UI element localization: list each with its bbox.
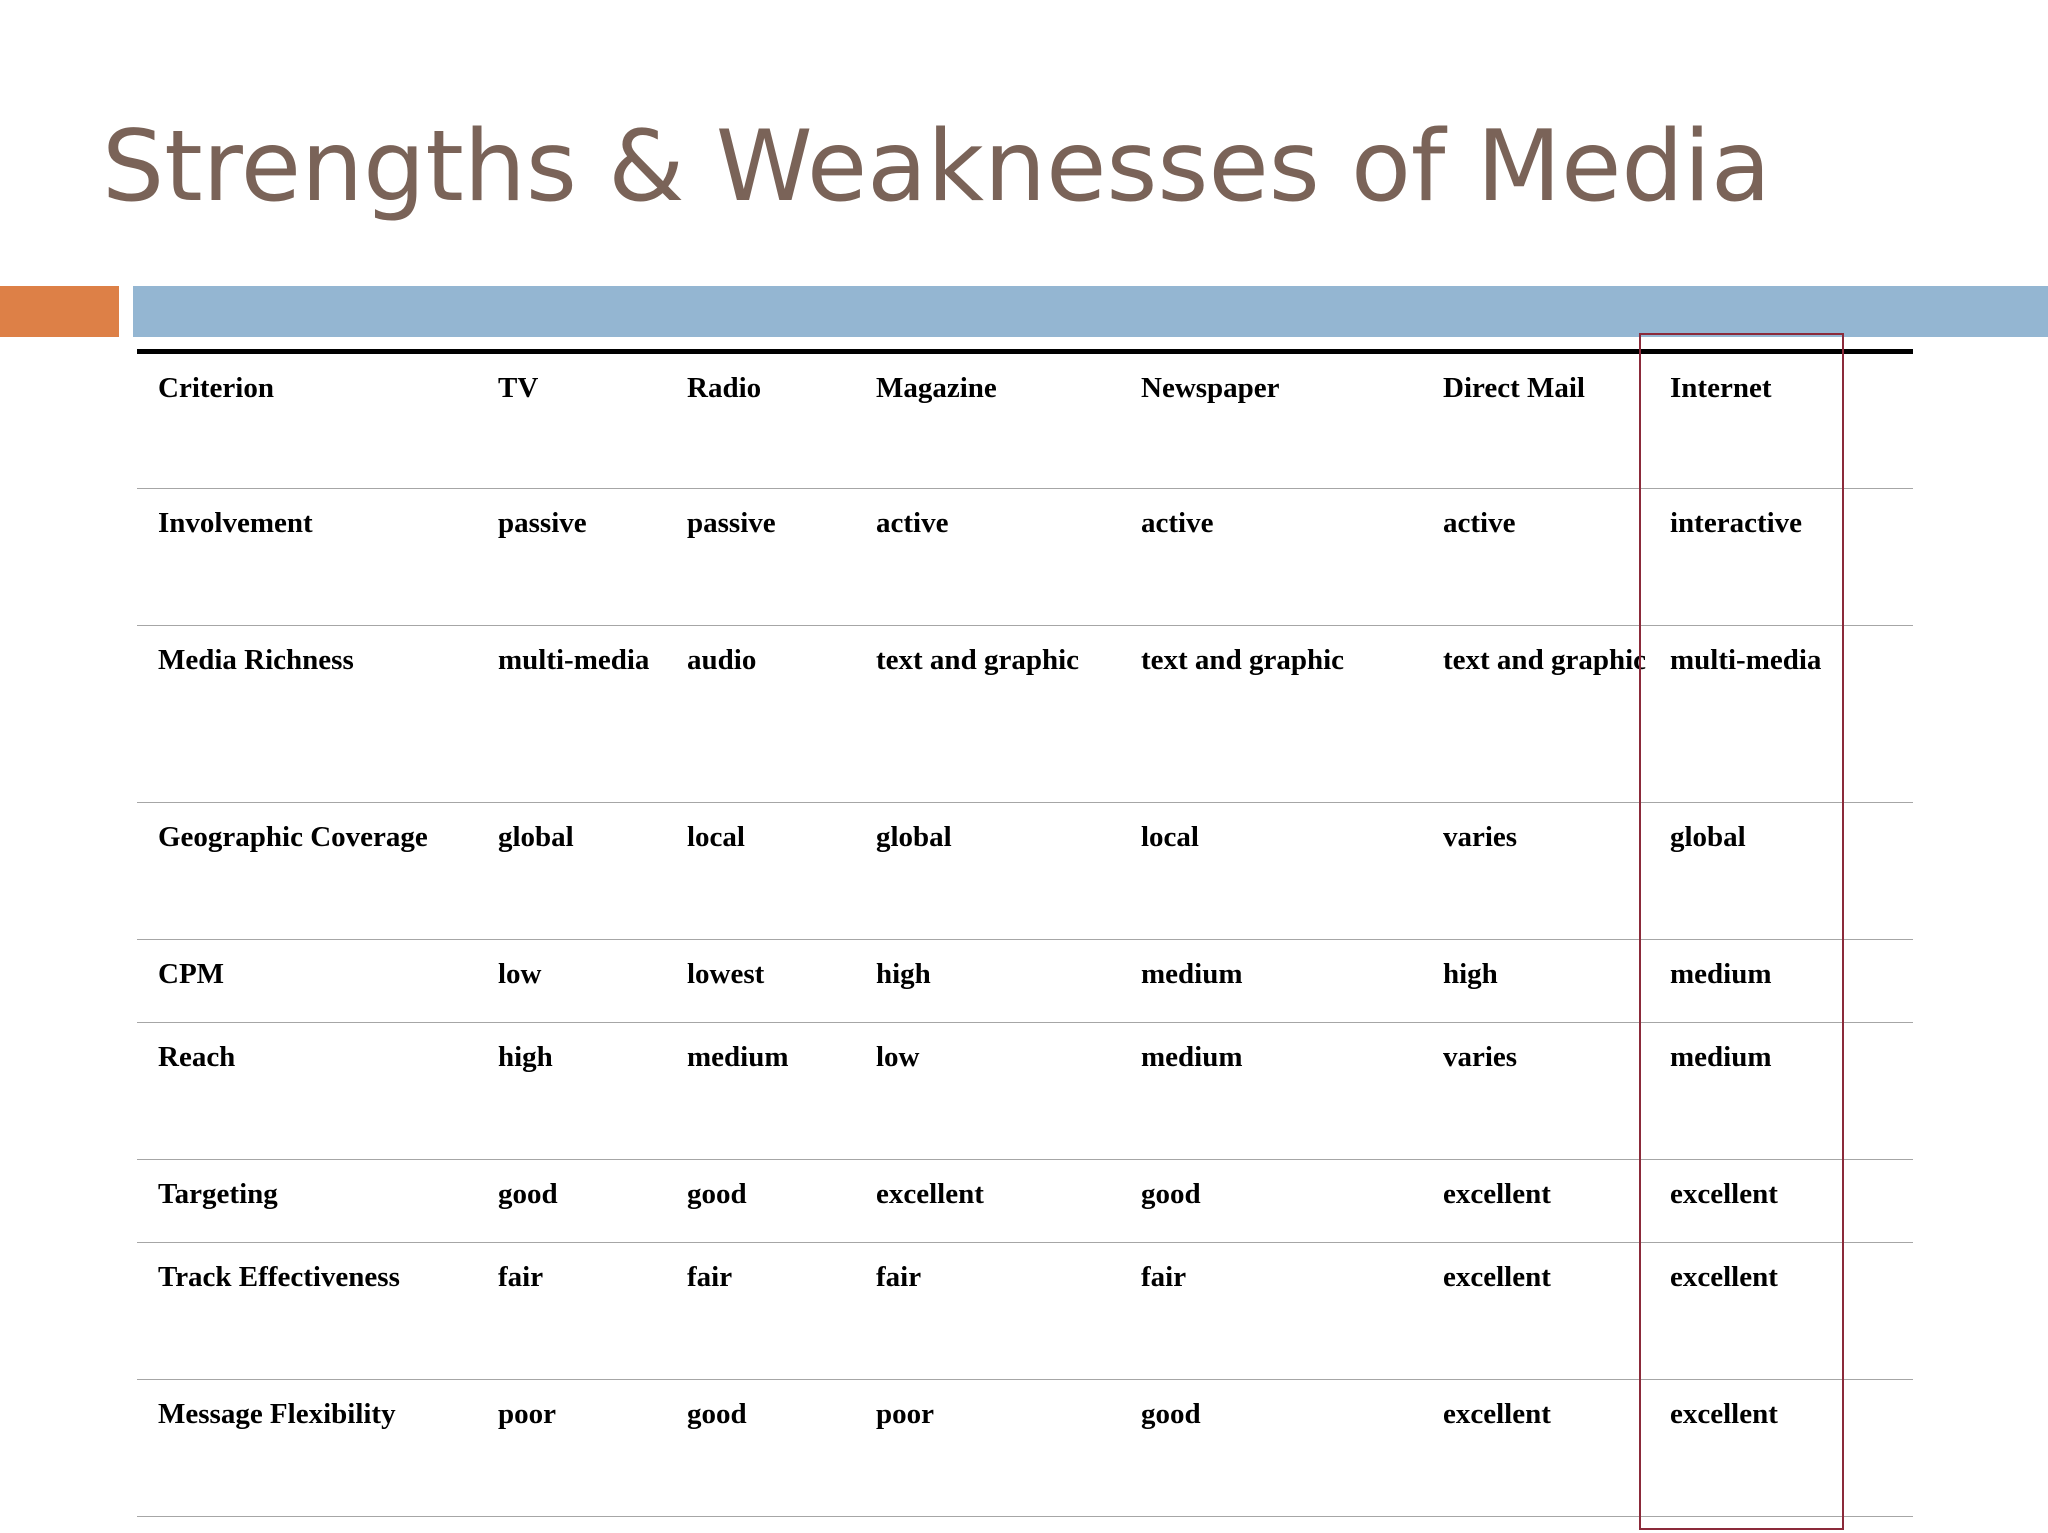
cell-direct-mail: varies bbox=[1422, 803, 1649, 940]
cell-internet: excellent bbox=[1649, 1160, 1913, 1243]
cell-magazine: excellent bbox=[855, 1160, 1120, 1243]
cell-magazine: text and graphic bbox=[855, 626, 1120, 803]
cell-radio: good bbox=[666, 1160, 855, 1243]
accent-bar-blue bbox=[133, 286, 2048, 337]
row-label: Targeting bbox=[137, 1160, 477, 1243]
row-label: Reach bbox=[137, 1023, 477, 1160]
cell-direct-mail: varies bbox=[1422, 1023, 1649, 1160]
cell-tv: low bbox=[477, 940, 666, 1023]
cell-radio: lowest bbox=[666, 940, 855, 1023]
cell-tv: fair bbox=[477, 1243, 666, 1380]
column-header-criterion: Criterion bbox=[137, 352, 477, 489]
table-row-message-flexibility bbox=[137, 1380, 1913, 1517]
cell-magazine: low bbox=[855, 1023, 1120, 1160]
cell-internet: excellent bbox=[1649, 1243, 1913, 1380]
column-header-tv: TV bbox=[477, 352, 666, 489]
accent-bar-orange bbox=[0, 286, 119, 337]
cell-radio: good bbox=[666, 1380, 855, 1517]
table-row-geographic-coverage bbox=[137, 803, 1913, 940]
cell-newspaper: good bbox=[1120, 1380, 1422, 1517]
cell-internet: excellent bbox=[1649, 1380, 1913, 1517]
column-header-internet: Internet bbox=[1649, 352, 1913, 489]
cell-direct-mail: text and graphic bbox=[1422, 626, 1649, 803]
cell-internet: medium bbox=[1649, 1023, 1913, 1160]
cell-magazine: active bbox=[855, 489, 1120, 626]
table-row-targeting bbox=[137, 1160, 1913, 1243]
cell-direct-mail: active bbox=[1422, 489, 1649, 626]
cell-direct-mail: excellent bbox=[1422, 1160, 1649, 1243]
table-row-involvement bbox=[137, 489, 1913, 626]
cell-direct-mail: high bbox=[1422, 940, 1649, 1023]
cell-internet: global bbox=[1649, 803, 1913, 940]
table-row-reach bbox=[137, 1023, 1913, 1160]
cell-radio: fair bbox=[666, 1243, 855, 1380]
cell-newspaper: local bbox=[1120, 803, 1422, 940]
table-header-row bbox=[137, 352, 1913, 489]
column-header-direct-mail: Direct Mail bbox=[1422, 352, 1649, 489]
row-label: Message Flexibility bbox=[137, 1380, 477, 1517]
cell-newspaper: text and graphic bbox=[1120, 626, 1422, 803]
cell-magazine: fair bbox=[855, 1243, 1120, 1380]
media-comparison-table bbox=[137, 349, 1913, 1517]
cell-magazine: high bbox=[855, 940, 1120, 1023]
row-label: Involvement bbox=[137, 489, 477, 626]
cell-radio: audio bbox=[666, 626, 855, 803]
cell-tv: high bbox=[477, 1023, 666, 1160]
cell-newspaper: good bbox=[1120, 1160, 1422, 1243]
cell-tv: good bbox=[477, 1160, 666, 1243]
cell-magazine: global bbox=[855, 803, 1120, 940]
column-header-newspaper: Newspaper bbox=[1120, 352, 1422, 489]
cell-tv: passive bbox=[477, 489, 666, 626]
cell-direct-mail: excellent bbox=[1422, 1243, 1649, 1380]
cell-tv: global bbox=[477, 803, 666, 940]
cell-internet: medium bbox=[1649, 940, 1913, 1023]
row-label: Media Richness bbox=[137, 626, 477, 803]
table-row-media-richness bbox=[137, 626, 1913, 803]
row-label: CPM bbox=[137, 940, 477, 1023]
row-label: Geographic Coverage bbox=[137, 803, 477, 940]
cell-newspaper: active bbox=[1120, 489, 1422, 626]
cell-radio: medium bbox=[666, 1023, 855, 1160]
table-row-track-effectiveness bbox=[137, 1243, 1913, 1380]
cell-magazine: poor bbox=[855, 1380, 1120, 1517]
cell-radio: local bbox=[666, 803, 855, 940]
cell-internet: multi-media bbox=[1649, 626, 1913, 803]
cell-newspaper: fair bbox=[1120, 1243, 1422, 1380]
column-header-magazine: Magazine bbox=[855, 352, 1120, 489]
cell-newspaper: medium bbox=[1120, 940, 1422, 1023]
cell-direct-mail: excellent bbox=[1422, 1380, 1649, 1517]
cell-tv: multi-media bbox=[477, 626, 666, 803]
cell-radio: passive bbox=[666, 489, 855, 626]
cell-newspaper: medium bbox=[1120, 1023, 1422, 1160]
cell-internet: interactive bbox=[1649, 489, 1913, 626]
table-row-cpm bbox=[137, 940, 1913, 1023]
slide-title: Strengths & Weaknesses of Media bbox=[102, 110, 1771, 224]
row-label: Track Effectiveness bbox=[137, 1243, 477, 1380]
column-header-radio: Radio bbox=[666, 352, 855, 489]
cell-tv: poor bbox=[477, 1380, 666, 1517]
